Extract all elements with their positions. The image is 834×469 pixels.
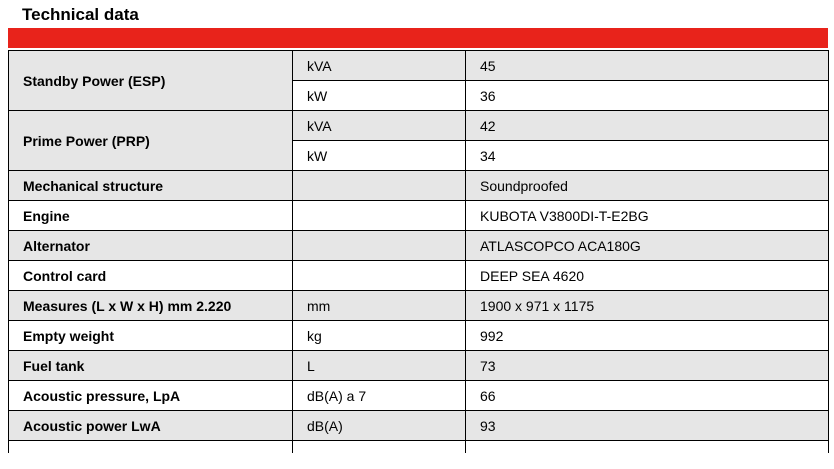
table-row-acoustic-pressure xyxy=(9,381,829,411)
fuel-tank-unit: L xyxy=(293,351,466,381)
prime-power-kw-unit: kW xyxy=(293,141,466,171)
table-row-prime-power-kva xyxy=(9,111,829,141)
measures-unit: mm xyxy=(293,291,466,321)
cut-off-cell xyxy=(9,441,293,453)
header-accent-bar xyxy=(8,28,828,48)
standby-power-label: Standby Power (ESP) xyxy=(9,51,293,111)
acoustic-power-value: 93 xyxy=(466,411,829,441)
prime-power-kw-value: 34 xyxy=(466,141,829,171)
engine-label: Engine xyxy=(9,201,293,231)
mechanical-structure-label: Mechanical structure xyxy=(9,171,293,201)
control-card-value: DEEP SEA 4620 xyxy=(466,261,829,291)
standby-power-kw-value: 36 xyxy=(466,81,829,111)
table-row-fuel-tank xyxy=(9,351,829,381)
empty-weight-label: Empty weight xyxy=(9,321,293,351)
acoustic-pressure-label: Acoustic pressure, LpA xyxy=(9,381,293,411)
measures-value: 1900 x 971 x 1175 xyxy=(466,291,829,321)
acoustic-pressure-value: 66 xyxy=(466,381,829,411)
standby-power-kw-unit: kW xyxy=(293,81,466,111)
control-card-unit xyxy=(293,261,466,291)
prime-power-kva-value: 42 xyxy=(466,111,829,141)
table-row-alternator xyxy=(9,231,829,261)
engine-unit xyxy=(293,201,466,231)
fuel-tank-value: 73 xyxy=(466,351,829,381)
table-row-standby-power-kva xyxy=(9,51,829,81)
table-row-mechanical-structure xyxy=(9,171,829,201)
page-title: Technical data xyxy=(22,5,139,24)
alternator-label: Alternator xyxy=(9,231,293,261)
measures-label: Measures (L x W x H) mm 2.220 xyxy=(9,291,293,321)
standby-power-kva-unit: kVA xyxy=(293,51,466,81)
alternator-unit xyxy=(293,231,466,261)
fuel-tank-label: Fuel tank xyxy=(9,351,293,381)
table-row-empty-weight xyxy=(9,321,829,351)
empty-weight-unit: kg xyxy=(293,321,466,351)
mechanical-structure-unit xyxy=(293,171,466,201)
mechanical-structure-value: Soundproofed xyxy=(466,171,829,201)
table-row-acoustic-power xyxy=(9,411,829,441)
engine-value: KUBOTA V3800DI-T-E2BG xyxy=(466,201,829,231)
empty-weight-value: 992 xyxy=(466,321,829,351)
acoustic-power-unit: dB(A) xyxy=(293,411,466,441)
cut-off-cell xyxy=(466,441,829,453)
standby-power-kva-value: 45 xyxy=(466,51,829,81)
table-row-control-card xyxy=(9,261,829,291)
table-row-engine xyxy=(9,201,829,231)
acoustic-pressure-unit: dB(A) a 7 xyxy=(293,381,466,411)
control-card-label: Control card xyxy=(9,261,293,291)
acoustic-power-label: Acoustic power LwA xyxy=(9,411,293,441)
prime-power-kva-unit: kVA xyxy=(293,111,466,141)
prime-power-label: Prime Power (PRP) xyxy=(9,111,293,171)
cut-off-cell xyxy=(293,441,466,453)
technical-data-table xyxy=(8,50,829,453)
table-row-cut-off xyxy=(9,441,829,453)
alternator-value: ATLASCOPCO ACA180G xyxy=(466,231,829,261)
table-row-measures xyxy=(9,291,829,321)
